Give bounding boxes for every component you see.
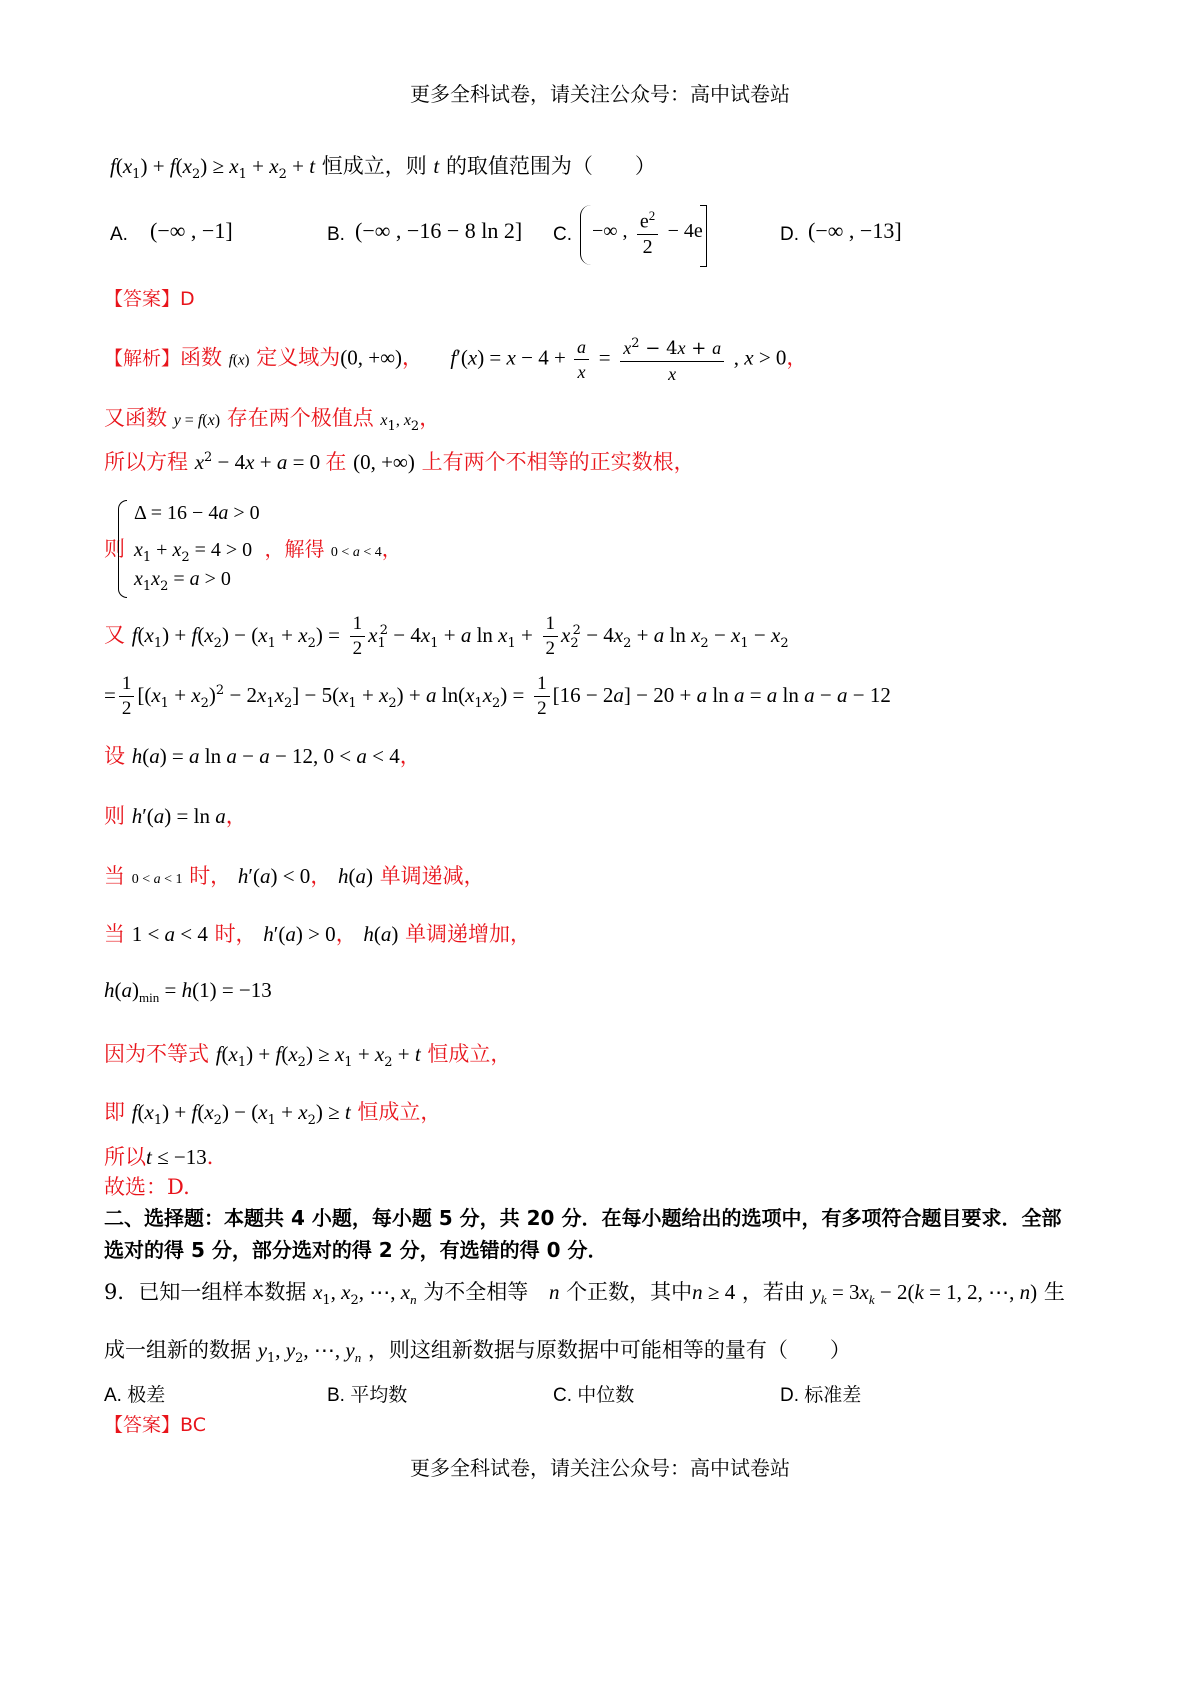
section2-heading-line2: 选对的得 5 分，部分选对的得 2 分，有选错的得 0 分．: [104, 1238, 608, 1262]
q9-stem-line1: 9．已知一组样本数据 $x_1$, $x_2$, ⋯, $x_n$ 为不全相等 n 个正数，其中n ≥ 4 ，若由 $y_k = 3x_k - 2(k = 1$, 2, ⋯, n) 生: [104, 1280, 1065, 1309]
solution-line-14: 所以t ≤ −13．: [104, 1145, 228, 1169]
option-b: B.: [327, 224, 345, 245]
solution-line-11: $h(a)_{min} = h(1) = -13$: [104, 978, 272, 1006]
q9-stem-line2: 成一组新的数据 $y_1$, $y_2$, ⋯, $y_n$ ，则这组新数据与原数据中可能相等的量有（ ）: [104, 1338, 851, 1367]
solution-line-2: 又函数 y = f(x) 存在两个极值点 $x_1$, $x_2$，: [104, 406, 441, 435]
section2-heading-line1: 二、选择题：本题共 4 小题，每小题 5 分，共 20 分．在每小题给出的选项中，有多项符合题目要求．全部: [104, 1206, 1062, 1230]
q9-option-b: B. 平均数: [327, 1385, 408, 1406]
solution-line-13: 即 $f(x_1) + f(x_2) - (x_1 + x_2) \ge t$ 恒成立，: [104, 1100, 442, 1129]
q9-option-d: D. 标准差: [780, 1385, 862, 1406]
option-a: A.: [110, 224, 128, 245]
option-d: D.: [780, 224, 799, 245]
answer-q9: 【答案】BC: [104, 1414, 206, 1436]
solution-line-4-prefix: 则: [104, 537, 125, 561]
q9-option-c: C. 中位数: [553, 1385, 635, 1406]
option-c: C.: [553, 224, 572, 245]
answer-q8: 【答案】D: [104, 288, 195, 310]
q9-option-a: A. 极差: [104, 1385, 166, 1406]
solution-line-9: 当 0 < a < 1 时， h′(a) < 0， h(a) 单调递减，: [104, 864, 485, 888]
system-eq-2: $x_1 + x_2 = 4 > 0$ ，解得 0 < a < 4，: [134, 537, 402, 565]
solution-line-7: 设 h(a) = a ln a − a − 12, 0 < a < 4，: [104, 744, 421, 768]
option-c-lparen: [580, 205, 591, 265]
system-eq-3: $x_1x_2 = a > 0$: [134, 568, 231, 594]
system-brace: [118, 500, 127, 598]
solution-line-8: 则 h′(a) = ln a，: [104, 804, 247, 828]
option-c-math: −∞ , $\frac{e^2}{2}$ − 4e: [592, 204, 703, 259]
option-c-rbracket: [700, 205, 707, 267]
solution-line-12: 因为不等式 $f(x_1) + f(x_2) \ge x_1 + x_2 + t$ 恒成立，: [104, 1042, 512, 1071]
option-d-math: (−∞ , −13]: [808, 218, 902, 243]
solution-line-3: 所以方程 $x^2 - 4x + a = 0$ 在 (0, +∞) 上有两个不相等的正实数根，: [104, 450, 695, 474]
page-footer: 更多全科试卷，请关注公众号：高中试卷站: [410, 1456, 790, 1480]
option-a-math: (−∞ , −1]: [150, 218, 233, 243]
solution-line-5: 又 $f(x_1) + f(x_2) - (x_1 + x_2)$ = $\frac{1}{2}$ $x_1^2 - 4x_1 + a$ $\ln x_1$ + $\frac{1}{2}$ $x_2^2 - 4x_2 + a$ $\ln x_2 - x_1 - x_2$: [104, 613, 789, 659]
solution-line-6: = $\frac{1}{2}$ $[(x_1 + x_2)^2 - 2x_1x_2] - 5(x_1 + x_2) + a$ $\ln(x_1x_2)$ = $\frac{1}{2}$ [16 − 2a] − 20 + a ln a = a ln a − a − 12: [104, 673, 891, 719]
solution-line-10: 当 1 < a < 4 时， h′(a) > 0， h(a) 单调递增加，: [104, 922, 532, 946]
page-header: 更多全科试卷，请关注公众号：高中试卷站: [410, 82, 790, 106]
solution-conclusion: 故选：D.: [104, 1175, 190, 1199]
solution-line-1: 【解析】函数 f(x) 定义域为(0, +∞)， f′(x) = x − 4 + $\frac{a}{x}$ = $\frac{x^2 - 4x + a}{x}$ , x > 0，: [104, 332, 807, 386]
q8-stem: $f(x_1) + f(x_2) \ge x_1 + x_2 + t$ 恒成立，则 t 的取值范围为（ ）: [110, 154, 656, 183]
system-eq-1: Δ = 16 − 4a > 0: [134, 502, 260, 524]
option-b-math: (−∞ , −16 − 8 ln 2]: [355, 218, 523, 243]
